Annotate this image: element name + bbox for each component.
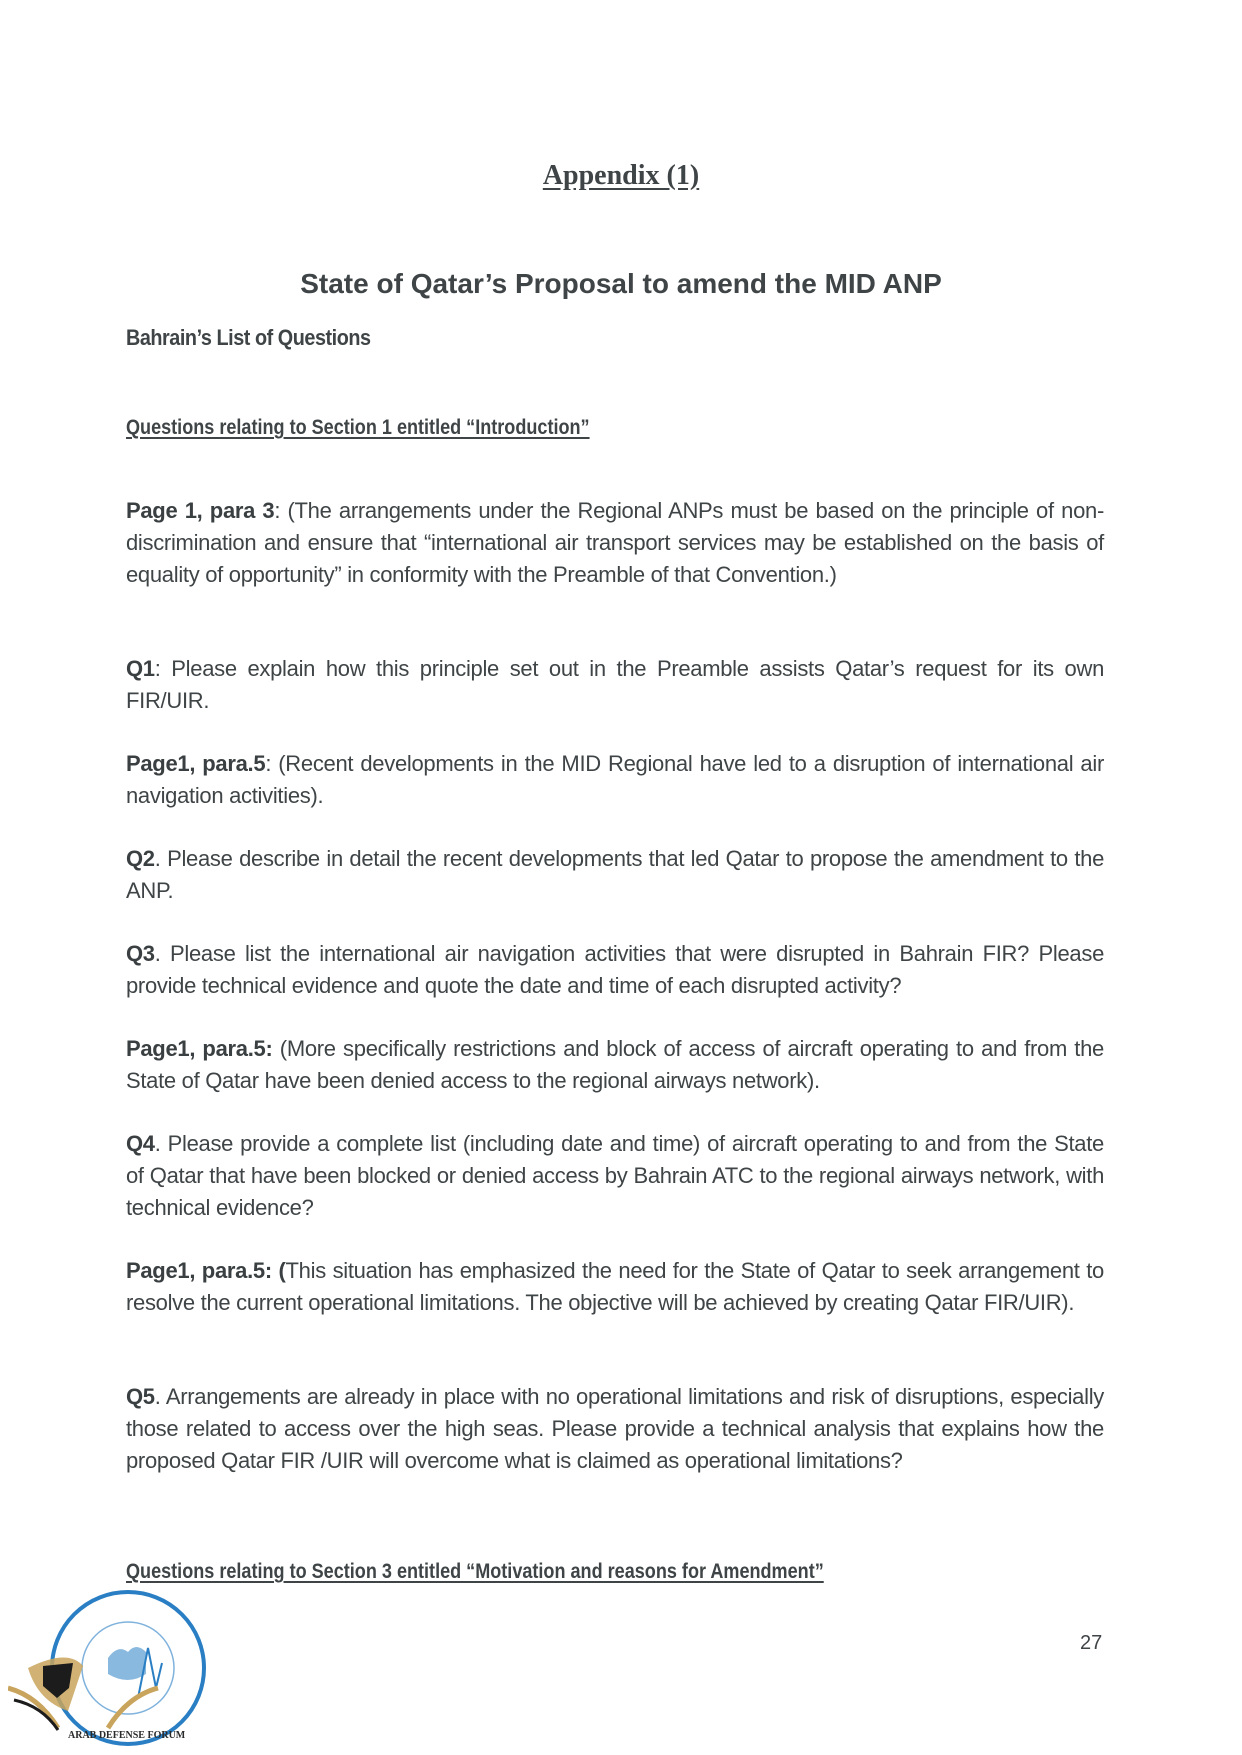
- question-q5: [126, 1381, 1104, 1477]
- question-label: Q1: [126, 656, 155, 681]
- question-text: Arrangements are already in place with no operational limitations and risk of disruptions, especially those related to access over the high seas. Please provide a technical analysis that explains how the proposed Qatar FIR /UIR will overcome what is claimed as operational limitations?: [126, 1384, 1104, 1473]
- question-label: Q3: [126, 941, 155, 966]
- question-separator: :: [154, 656, 172, 681]
- paragraph-page1-para3: [126, 495, 1104, 591]
- appendix-title: Appendix (1): [542, 160, 700, 191]
- question-label: Q4: [126, 1131, 155, 1156]
- document-subtitle: Bahrain’s List of Questions: [126, 325, 371, 350]
- question-text: Please provide a complete list (including date and time) of aircraft operating to and from the State of Qatar that have been blocked or denied access by Bahrain ATC to the regional airways network, with technical evidence?: [126, 1131, 1104, 1220]
- question-label: Q5: [126, 1384, 155, 1409]
- paragraph-text: This situation has emphasized the need for the State of Qatar to seek arrangement to resolve the current operational limitations. The objective will be achieved by creating Qatar FIR/UIR).: [126, 1258, 1104, 1315]
- paragraph-text: (More specifically restrictions and block of access of aircraft operating to and from the State of Qatar have been denied access to the regional airways network).: [126, 1036, 1104, 1093]
- question-label: Q2: [126, 846, 155, 871]
- paragraph-page1-para5-b: [126, 1033, 1104, 1097]
- question-separator: .: [154, 846, 168, 871]
- stamp-map-icon: [108, 1647, 146, 1680]
- paragraph-page1-para5-a: [126, 748, 1104, 812]
- paragraph-separator: :: [265, 751, 279, 776]
- paragraph-text: (Recent developments in the MID Regional have led to a disruption of international air navigation activities).: [126, 751, 1104, 808]
- question-separator: .: [154, 1131, 168, 1156]
- section-heading-introduction: Questions relating to Section 1 entitled “Introduction”: [126, 416, 590, 439]
- document-title: State of Qatar’s Proposal to amend the MID ANP: [300, 268, 942, 299]
- section-heading-motivation: Questions relating to Section 3 entitled “Motivation and reasons for Amendment”: [126, 1560, 824, 1583]
- paragraph-label: Page1, para.5:: [126, 1036, 273, 1061]
- watermark-name: ARAB DEFENSE FORUM: [68, 1730, 186, 1741]
- paragraph-label: Page1, para.5: (: [126, 1258, 286, 1283]
- question-separator: .: [154, 941, 171, 966]
- question-q2: [126, 843, 1104, 907]
- question-q1: [126, 653, 1104, 717]
- paragraph-page1-para5-c: [126, 1255, 1104, 1319]
- paragraph-separator: :: [274, 498, 288, 523]
- question-text: Please explain how this principle set out in the Preamble assists Qatar’s request for its own FIR/UIR.: [126, 656, 1105, 713]
- paragraph-separator: [272, 1036, 279, 1061]
- question-text: Please list the international air navigation activities that were disrupted in Bahrain FIR? Please provide technical evidence and quote the date and time of each disrupted activity?: [126, 941, 1105, 998]
- page-number: 27: [1080, 1632, 1103, 1654]
- paragraph-label: Page 1, para 3: [126, 498, 275, 523]
- question-q4: [126, 1128, 1104, 1224]
- question-text: Please describe in detail the recent developments that led Qatar to propose the amendment to the ANP.: [126, 846, 1105, 903]
- paragraph-label: Page1, para.5: [126, 751, 266, 776]
- paragraph-text: (The arrangements under the Regional ANPs must be based on the principle of non-discrimination and ensure that “international air transport services may be established on the basis of equality of opportunity” in conformity with the Preamble of that Convention.): [126, 498, 1104, 587]
- question-separator: .: [154, 1384, 166, 1409]
- official-stamp-icon: [8, 1588, 218, 1753]
- question-q3: [126, 938, 1104, 1002]
